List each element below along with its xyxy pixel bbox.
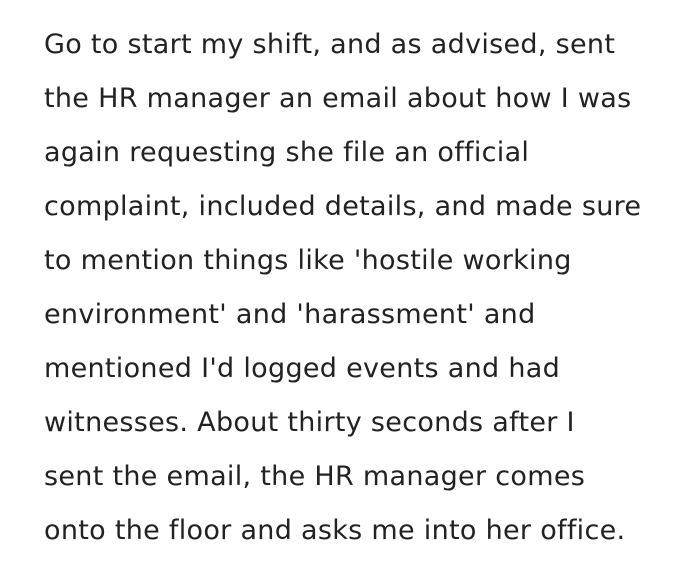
paragraph-line-6: environment' and 'harassment' and: [44, 299, 536, 330]
paragraph-line-2: the HR manager an email about how I was: [44, 83, 632, 114]
paragraph-line-10: onto the floor and asks me into her office.: [44, 515, 626, 546]
paragraph-line-1: Go to start my shift, and as advised, sent: [44, 29, 616, 60]
paragraph-line-5: to mention things like 'hostile working: [44, 245, 572, 276]
paragraph-line-7: mentioned I'd logged events and had: [44, 353, 561, 384]
paragraph-line-9: sent the email, the HR manager comes: [44, 461, 586, 492]
paragraph-line-8: witnesses. About thirty seconds after I: [44, 407, 575, 438]
story-paragraph: [44, 18, 694, 558]
paragraph-line-3: again requesting she file an official: [44, 137, 530, 168]
paragraph-line-4: complaint, included details, and made sure: [44, 191, 642, 222]
